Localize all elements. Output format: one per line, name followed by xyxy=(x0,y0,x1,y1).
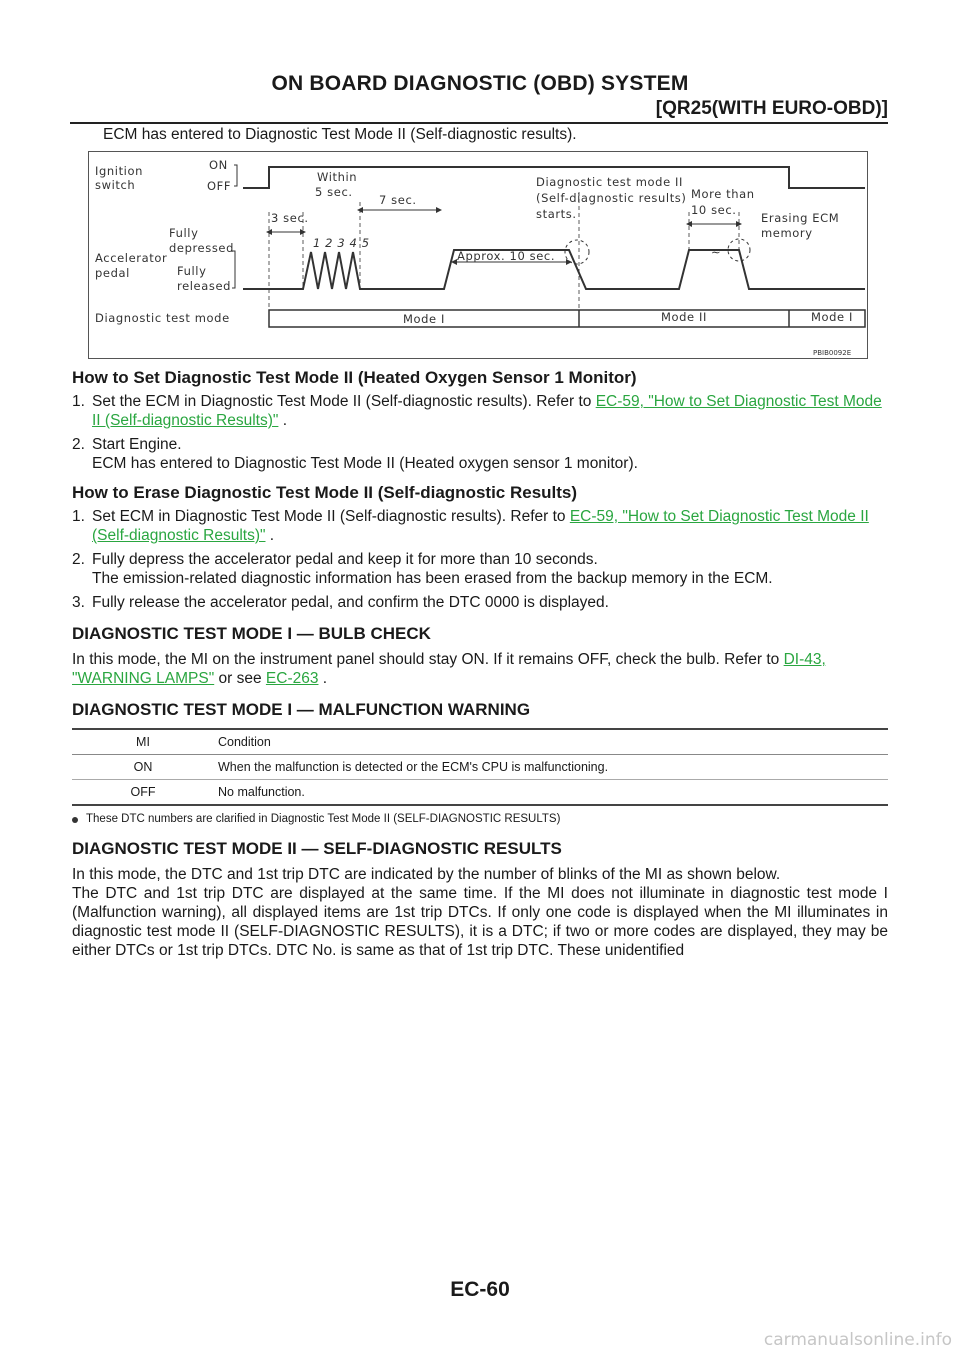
link-ec59-set[interactable]: EC-59, "How to Set Diagnostic Test Mode II (Self-diagnostic Results)" xyxy=(92,393,882,429)
more-than-1: More than xyxy=(691,187,755,201)
page-header-title: ON BOARD DIAGNOSTIC (OBD) SYSTEM xyxy=(271,72,689,95)
step-number: 1. xyxy=(72,393,85,410)
link-ec263[interactable]: EC-263 xyxy=(265,670,319,687)
table-cell: OFF xyxy=(130,784,156,799)
erasing-2: memory xyxy=(761,226,813,240)
erase-step-2 xyxy=(72,550,888,588)
step-end: . xyxy=(265,527,275,544)
within-label-1: Within xyxy=(317,170,358,184)
table-cell: No malfunction. xyxy=(218,784,305,799)
mode-2-label: Mode II xyxy=(661,310,707,324)
heading-malfunction: DIAGNOSTIC TEST MODE I — MALFUNCTION WARNING xyxy=(72,700,531,719)
three-sec-label: 3 sec. xyxy=(271,211,309,225)
pulse-numbers: 1 2 3 4 5 xyxy=(313,236,370,250)
step-number: 2. xyxy=(72,436,85,453)
ignition-label-1: Ignition xyxy=(95,164,144,178)
off-label: OFF xyxy=(207,179,232,193)
heading-bulb-check: DIAGNOSTIC TEST MODE I — BULB CHECK xyxy=(72,624,431,643)
erasing-1: Erasing ECM xyxy=(761,211,840,225)
table-header-mi: MI xyxy=(136,734,150,749)
heading-erase: How to Erase Diagnostic Test Mode II (Self-diagnostic Results) xyxy=(72,483,578,502)
approx-10-label: Approx. 10 sec. xyxy=(457,249,556,263)
table-header-row xyxy=(72,729,888,755)
mode2-start-2: (Self-diagnostic results) xyxy=(536,191,687,205)
erase-step-3 xyxy=(72,593,888,612)
step-text: ECM has entered to Diagnostic Test Mode II (Heated oxygen sensor 1 monitor). xyxy=(92,455,638,472)
table-header-condition: Condition xyxy=(218,734,271,749)
mode-1-label: Mode I xyxy=(403,312,445,326)
link-ec59-erase[interactable]: EC-59, "How to Set Diagnostic Test Mode II (Self-diagnostic Results)" xyxy=(92,508,869,544)
step-text: Fully release the accelerator pedal, and confirm the DTC 0000 is displayed. xyxy=(92,594,609,611)
figure-code: PBIB0092E xyxy=(813,349,852,357)
page-header-subtitle: [QR25(WITH EURO-OBD)] xyxy=(655,98,888,119)
step-text: The emission-related diagnostic information has been erased from the backup memory in the ECM. xyxy=(92,570,773,587)
step-number: 2. xyxy=(72,551,85,568)
step-number: 3. xyxy=(72,594,85,611)
mi-table xyxy=(72,728,888,806)
table-row xyxy=(72,755,888,780)
step-number: 1. xyxy=(72,508,85,525)
diag-mode-label: Diagnostic test mode xyxy=(95,311,230,325)
self-diag-paragraph: The DTC and 1st trip DTC are displayed at the same time. If the MI does not illuminate in diagnostic test mode I (Malfunction warning), all displayed items are 1st trip DTCs. If only one code is displayed when the MI illuminates in diagnostic test mode II (SELF-DIAGNOSTIC RESULTS), it is a DTC; if two or more codes are displayed, they may be either DTCs or 1st trip DTCs. DTC No. is same as that of 1st trip DTC. These unidentified xyxy=(72,885,888,959)
step-text: Start Engine. xyxy=(92,436,182,453)
heading-self-diag: DIAGNOSTIC TEST MODE II — SELF-DIAGNOSTIC RESULTS xyxy=(72,839,562,858)
seven-sec-label: 7 sec. xyxy=(379,193,417,207)
mode2-start-1: Diagnostic test mode II xyxy=(536,175,683,189)
link-di43[interactable]: DI-43, "WARNING LAMPS" xyxy=(72,651,826,687)
watermark: carmanualsonline.info xyxy=(763,1330,952,1350)
break-mark: ≈ xyxy=(711,244,722,258)
self-diag-line1: In this mode, the DTC and 1st trip DTC are indicated by the number of blinks of the MI as shown below. xyxy=(72,866,781,883)
mode2-start-3: starts. xyxy=(536,207,577,221)
bullet-icon xyxy=(72,817,78,823)
on-label: ON xyxy=(209,158,228,172)
accelerator-label-1: Accelerator xyxy=(95,251,168,265)
bulb-end: . xyxy=(318,670,328,687)
step-text: Set ECM in Diagnostic Test Mode II (Self-diagnostic results). Refer to xyxy=(92,508,570,525)
erase-step-1 xyxy=(72,507,888,545)
set-step-1 xyxy=(72,392,888,430)
set-step-2 xyxy=(72,435,888,473)
bulb-text: In this mode, the MI on the instrument panel should stay ON. If it remains OFF, check the bulb. Refer to xyxy=(72,651,784,668)
fully-depressed-1: Fully xyxy=(169,226,199,240)
intro-line: ECM has entered to Diagnostic Test Mode II (Self-diagnostic results). xyxy=(103,126,577,143)
header-rule xyxy=(70,122,888,124)
ignition-label-2: switch xyxy=(95,178,136,192)
more-than-2: 10 sec. xyxy=(691,203,737,217)
table-cell: ON xyxy=(133,759,153,774)
heading-set-mode2: How to Set Diagnostic Test Mode II (Heated Oxygen Sensor 1 Monitor) xyxy=(72,368,637,387)
fully-released-1: Fully xyxy=(177,264,207,278)
table-note xyxy=(72,810,888,829)
step-end: . xyxy=(278,412,288,429)
main-content xyxy=(72,368,888,960)
note-text: These DTC numbers are clarified in Diagnostic Test Mode II (SELF-DIAGNOSTIC RESULTS) xyxy=(86,813,561,825)
bulb-check-text xyxy=(72,650,888,688)
mode-1b-label: Mode I xyxy=(811,310,853,324)
fully-depressed-2: depressed xyxy=(169,241,234,255)
within-label-2: 5 sec. xyxy=(315,185,353,199)
table-cell: When the malfunction is detected or the ECM's CPU is malfunctioning. xyxy=(218,759,609,774)
bulb-mid: or see xyxy=(214,670,266,687)
step-text: Set the ECM in Diagnostic Test Mode II (Self-diagnostic results). Refer to xyxy=(92,393,596,410)
step-text: Fully depress the accelerator pedal and keep it for more than 10 seconds. xyxy=(92,551,598,568)
fully-released-2: released xyxy=(177,279,232,293)
page-number: EC-60 xyxy=(450,1278,510,1301)
timing-diagram xyxy=(88,151,868,359)
table-row xyxy=(72,780,888,806)
accelerator-label-2: pedal xyxy=(95,266,130,280)
